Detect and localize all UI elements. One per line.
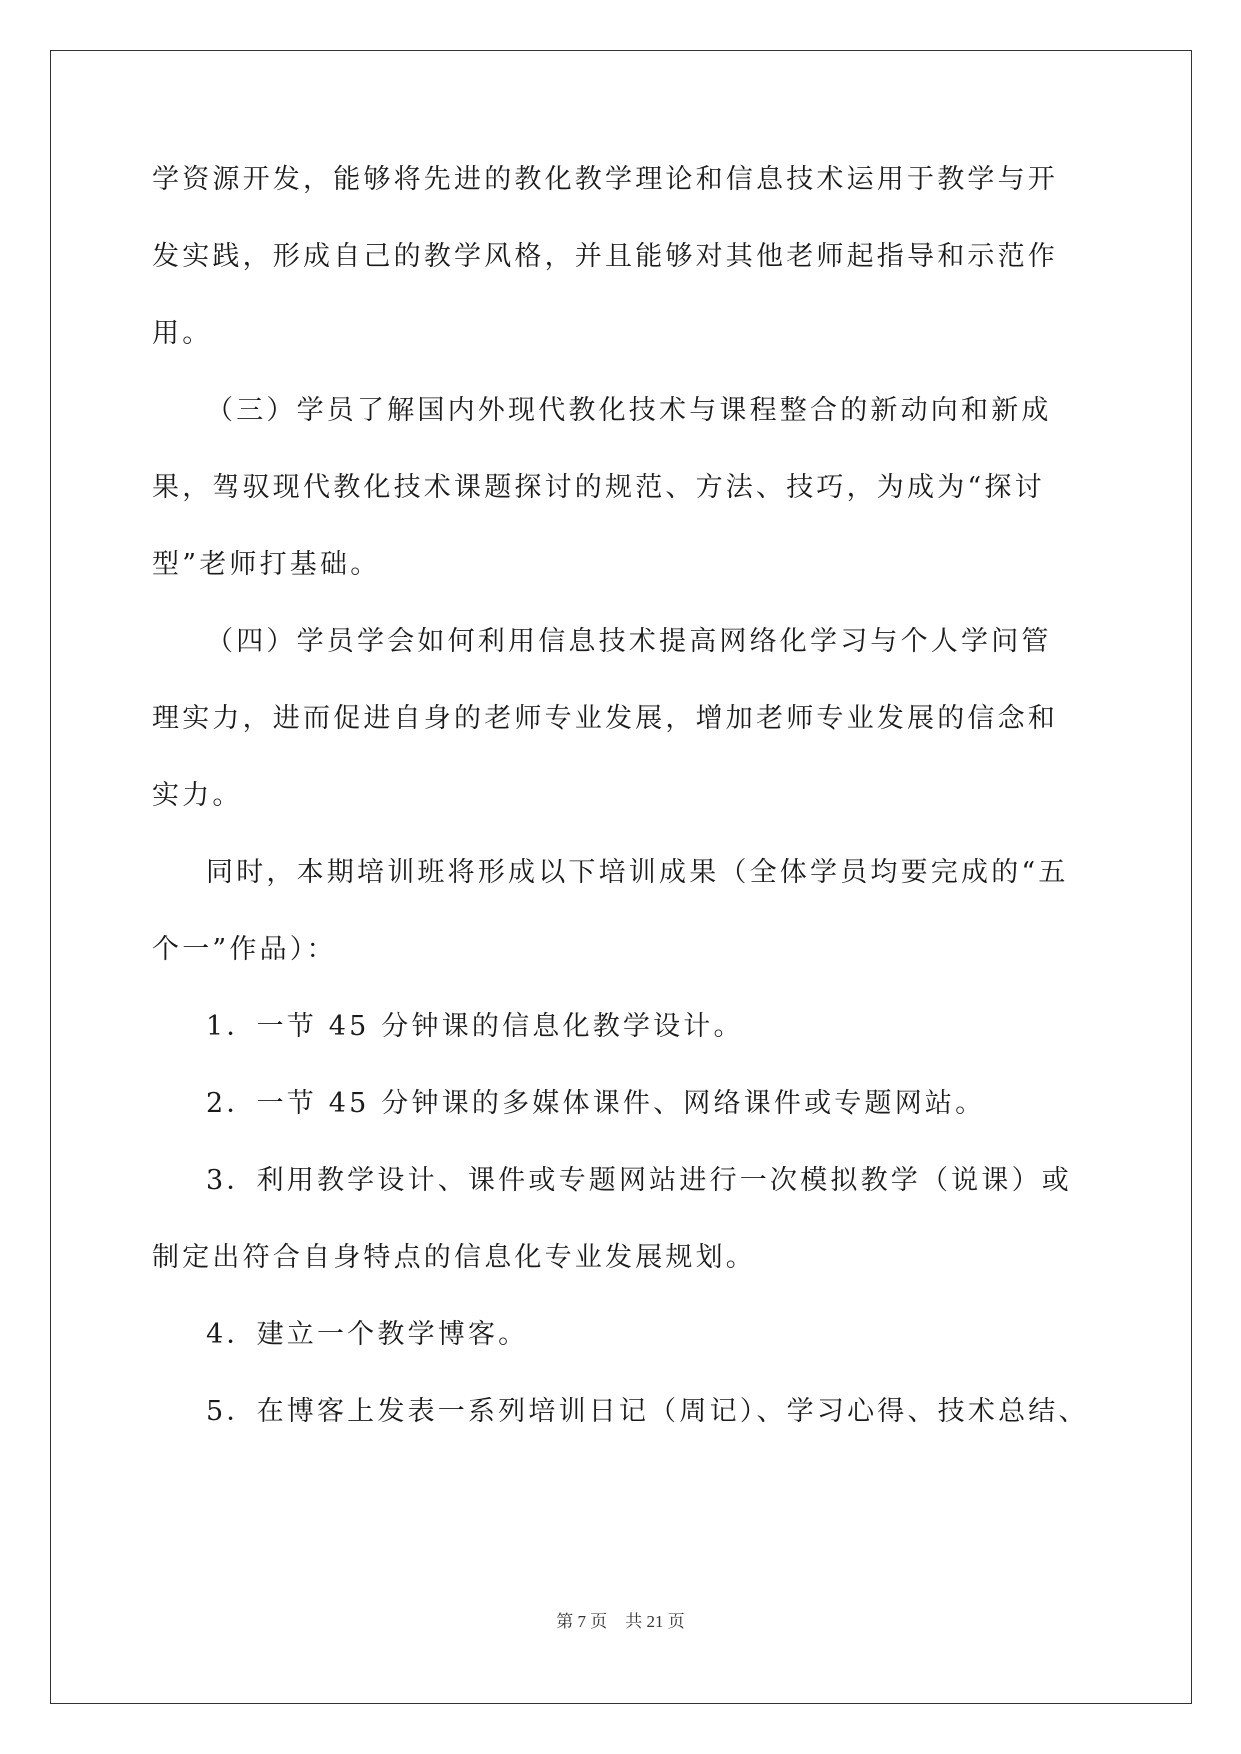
list-item: 4．建立一个教学博客。 (206, 1319, 529, 1350)
list-item: 2．一节 45 分钟课的多媒体课件、网络课件或专题网站。 (206, 1088, 986, 1119)
page-number: 第 7 页 (556, 1612, 608, 1631)
list-item: 5．在博客上发表一系列培训日记（周记）、学习心得、技术总结、 (206, 1396, 1089, 1427)
text-line: 型”老师打基础。 (152, 549, 381, 580)
text-line: 果，驾驭现代教化技术课题探讨的规范、方法、技巧，为成为“探讨 (152, 472, 1045, 503)
text-line: （四）学员学会如何利用信息技术提高网络化学习与个人学问管 (206, 626, 1052, 657)
text-line: 学资源开发，能够将先进的教化教学理论和信息技术运用于教学与开 (152, 164, 1058, 195)
text-line: 同时，本期培训班将形成以下培训成果（全体学员均要完成的“五 (206, 857, 1069, 888)
text-line: 发实践，形成自己的教学风格，并且能够对其他老师起指导和示范作 (152, 241, 1058, 272)
text-line: 制定出符合自身特点的信息化专业发展规划。 (152, 1242, 756, 1273)
text-line: （三）学员了解国内外现代教化技术与课程整合的新动向和新成 (206, 395, 1052, 426)
text-line: 用。 (152, 318, 213, 349)
text-line: 理实力，进而促进自身的老师专业发展，增加老师专业发展的信念和 (152, 703, 1058, 734)
page-footer (0, 1610, 1241, 1634)
page-total: 共 21 页 (625, 1612, 685, 1631)
list-item: 3．利用教学设计、课件或专题网站进行一次模拟教学（说课）或 (206, 1165, 1072, 1196)
text-line: 实力。 (152, 780, 243, 811)
text-line: 个一”作品）： (152, 934, 337, 965)
list-item: 1．一节 45 分钟课的信息化教学设计。 (206, 1011, 744, 1042)
